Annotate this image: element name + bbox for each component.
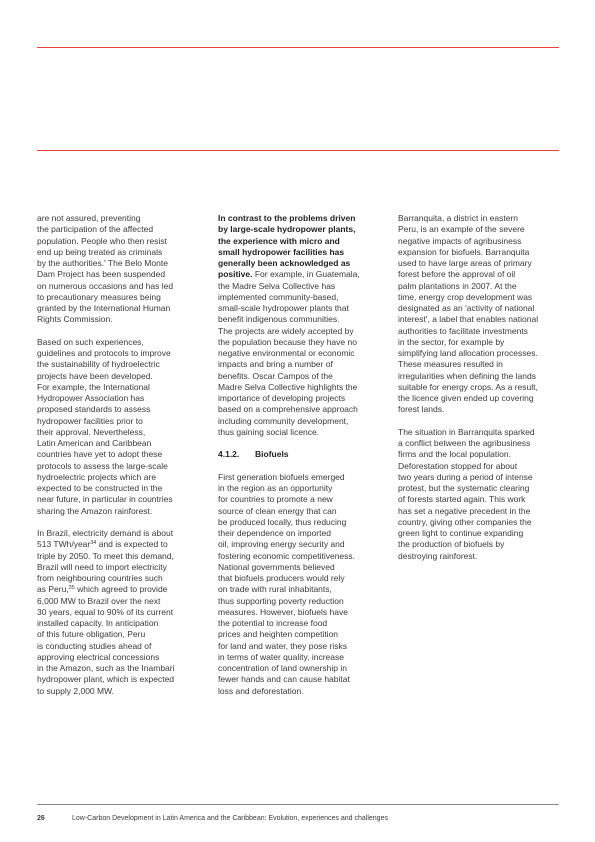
text-line: the Madre Selva Collective has	[218, 280, 336, 291]
text-line: designated as an 'activity of national	[398, 303, 535, 313]
text-span: 513 TWh/year	[37, 539, 91, 550]
text-line: fewer hands and can cause habitat	[218, 674, 350, 685]
text-line: green light to continue expanding	[398, 528, 524, 538]
text-line: the potential to increase food	[218, 618, 328, 628]
text-line: negative environmental or economic	[218, 348, 355, 358]
text-line: the experience with micro and	[218, 235, 340, 246]
text-line: interest', a label that enables national	[398, 314, 539, 325]
paragraph	[37, 528, 209, 697]
text-line: loss and deforestation.	[218, 685, 304, 696]
bold-lead	[218, 213, 390, 269]
text-line: to supply 2,000 MW.	[37, 685, 115, 696]
text-line: protest, but the systematic clearing	[398, 483, 530, 493]
text-line: the participation of the affected	[37, 224, 154, 235]
text-line: their approval. Nevertheless,	[37, 426, 146, 437]
text-line: installed capacity. In anticipation	[37, 618, 159, 628]
text-line: for countries to promote a new	[218, 494, 333, 505]
text-line: sharing the Amazon rainforest.	[37, 505, 153, 516]
paragraph	[37, 213, 209, 326]
text-line: forest before the approval of oil	[398, 269, 516, 280]
text-line: benefit indigenous communities.	[218, 314, 340, 325]
section-number: 4.1.2.	[218, 449, 240, 460]
text-column-3	[398, 213, 570, 562]
section-title: Biofuels	[255, 449, 289, 460]
text-line: are not assured, preventing	[37, 213, 141, 223]
text-line: country, giving other companies the	[398, 516, 532, 527]
text-line: palm plantations in 2007. At the	[398, 280, 517, 291]
text-line: their dependence on imported	[218, 528, 331, 538]
text-line: Based on such experiences,	[37, 336, 144, 347]
bold-lead-end: positive.	[218, 269, 253, 280]
text-line: Rights Commission.	[37, 314, 113, 325]
text-line: time, energy crop development was	[398, 291, 533, 302]
text-line: in terms of water quality, increase	[218, 651, 344, 662]
text-line: expected to be constructed in the	[37, 483, 163, 493]
text-line: in the Amazon, such as the Inambari	[37, 663, 175, 673]
text-line: suitable for energy crops. As a result,	[398, 381, 538, 392]
text-line: in the region as an opportunity	[218, 483, 333, 493]
text-line: guidelines and protocols to improve	[37, 348, 171, 358]
text-line: the population because they have no	[218, 336, 357, 347]
text-line: projects have been developed.	[37, 370, 153, 381]
text-line: to precautionary measures being	[37, 291, 161, 302]
text-line: has set a negative precedent in the	[398, 505, 531, 516]
text-line: In contrast to the problems driven	[218, 213, 356, 223]
header-rule-top	[37, 47, 559, 48]
text-line	[37, 539, 209, 550]
text-line: irregularities when defining the lands	[398, 370, 536, 381]
text-line: benefits. Oscar Campos of the	[218, 370, 333, 381]
text-span: as Peru,	[37, 584, 69, 595]
text-column-2	[218, 213, 390, 697]
text-line: granted by the International Human	[37, 303, 171, 313]
text-line: generally been acknowledged as	[218, 258, 351, 268]
text-line: countries have yet to adopt these	[37, 449, 163, 460]
text-line: In Brazil, electricity demand is about	[37, 528, 174, 538]
text-line: prices and heighten competition	[218, 629, 339, 640]
text-line: hydropower facilities prior to	[37, 415, 143, 426]
text-line: Madre Selva Collective highlights the	[218, 381, 358, 392]
text-line: The situation in Barranquita sparked	[398, 426, 535, 437]
text-line: expansion for biofuels. Barranquita	[398, 246, 530, 257]
text-line: small hydropower facilities has	[218, 246, 345, 257]
section-heading	[218, 449, 390, 460]
footer-title: Low-Carbon Development in Latin America and the Caribbean: Evolution, experiences and challenges	[72, 815, 388, 822]
text-line: the production of biofuels by	[398, 539, 505, 550]
text-line: 30 years, equal to 90% of its current	[37, 606, 174, 617]
text-line: a conflict between the agribusiness	[398, 438, 531, 448]
text-line: by the authorities.' The Belo Monte	[37, 258, 168, 268]
text-span: which agreed to provide	[74, 584, 168, 595]
header-rule-bottom	[37, 150, 559, 151]
text-line: in the sector, for example by	[398, 336, 505, 347]
text-span: For example, in Guatemala,	[252, 269, 360, 280]
text-line: Barranquita, a district in eastern	[398, 213, 519, 223]
page-number: 26	[37, 815, 45, 822]
text-line: the licence given ended up covering	[398, 393, 534, 403]
text-line: measures. However, biofuels have	[218, 606, 348, 617]
text-line: forest lands.	[398, 404, 445, 415]
text-line: end up being treated as criminals	[37, 246, 163, 257]
text-line: Peru, is an example of the severe	[398, 224, 525, 235]
text-line: simplifying land allocation processes.	[398, 348, 538, 358]
text-line: based on a comprehensive approach	[218, 404, 358, 415]
text-span: and is expected to	[96, 539, 168, 550]
paragraph	[398, 427, 570, 562]
text-line: approving electrical concessions	[37, 651, 160, 662]
text-line: source of clean energy that can	[218, 505, 337, 516]
text-line: protocols to assess the large-scale	[37, 460, 168, 471]
text-line: including community development,	[218, 415, 349, 426]
text-column-1	[37, 213, 209, 697]
footnote-ref[interactable]: 35	[68, 585, 75, 592]
paragraph	[218, 213, 390, 438]
text-line: impacts and bring a number of	[218, 359, 333, 370]
text-line: that biofuels producers would rely	[218, 573, 345, 583]
text-line: population. People who then resist	[37, 235, 167, 246]
text-line: Latin American and Caribbean	[37, 438, 152, 448]
text-line: firms and the local population.	[398, 449, 511, 460]
text-lines	[218, 281, 390, 439]
text-line: be produced locally, thus reducing	[218, 516, 347, 527]
text-line: These measures resulted in	[398, 359, 503, 370]
text-line: used to have large areas of primary	[398, 258, 532, 268]
text-line: hydropower plant, which is expected	[37, 674, 175, 685]
text-line: negative impacts of agribusiness	[398, 235, 522, 246]
paragraph	[398, 213, 570, 416]
text-line: the sustainability of hydroelectric	[37, 359, 160, 370]
text-line: Deforestation stopped for about	[398, 460, 518, 471]
text-line: triple by 2050. To meet this demand,	[37, 550, 174, 561]
text-line: destroying rainforest.	[398, 550, 478, 561]
text-line: authorities to facilitate investments	[398, 325, 528, 336]
text-line: For example, the International	[37, 381, 150, 392]
text-line: of forests started again. This work	[398, 494, 526, 505]
text-line: on trade with rural inhabitants,	[218, 584, 332, 595]
text-line: importance of developing projects	[218, 393, 346, 403]
text-line	[37, 584, 209, 595]
text-line: implemented community-based,	[218, 291, 339, 302]
text-line: by large-scale hydropower plants,	[218, 224, 356, 235]
text-line: of this future obligation, Peru	[37, 629, 146, 640]
paragraph	[37, 337, 209, 517]
page-footer	[37, 814, 388, 823]
text-line: concentration of land ownership in	[218, 663, 347, 673]
text-line: thus supporting poverty reduction	[218, 595, 344, 606]
footer-rule	[37, 804, 559, 805]
text-line	[218, 269, 390, 280]
text-line: is conducting studies ahead of	[37, 640, 152, 651]
text-line: Hydropower Association has	[37, 393, 145, 403]
text-line: Brazil will need to import electricity	[37, 561, 167, 572]
paragraph	[218, 472, 390, 697]
footnote-ref[interactable]: 34	[90, 540, 97, 547]
text-lines	[37, 596, 209, 697]
text-line: thus gaining social licence.	[218, 426, 320, 437]
text-line: two years during a period of intense	[398, 471, 533, 482]
text-line: small-scale hydropower plants that	[218, 303, 349, 313]
text-line: oil, improving energy security and	[218, 539, 345, 550]
text-line: hydroelectric projects which are	[37, 471, 157, 482]
text-line: for land and water, they pose risks	[218, 640, 347, 651]
text-line: proposed standards to assess	[37, 404, 151, 415]
text-line: National governments believed	[218, 561, 335, 572]
text-line: fostering economic competitiveness.	[218, 550, 356, 561]
text-line: near future, in particular in countries	[37, 494, 173, 505]
text-line: First generation biofuels emerged	[218, 471, 345, 482]
text-line: on numerous occasions and has led	[37, 280, 174, 291]
text-line: The projects are widely accepted by	[218, 325, 354, 336]
text-line: from neighbouring countries such	[37, 573, 163, 583]
text-line: 6,000 MW to Brazil over the next	[37, 595, 161, 606]
text-line: Dam Project has been suspended	[37, 269, 166, 280]
